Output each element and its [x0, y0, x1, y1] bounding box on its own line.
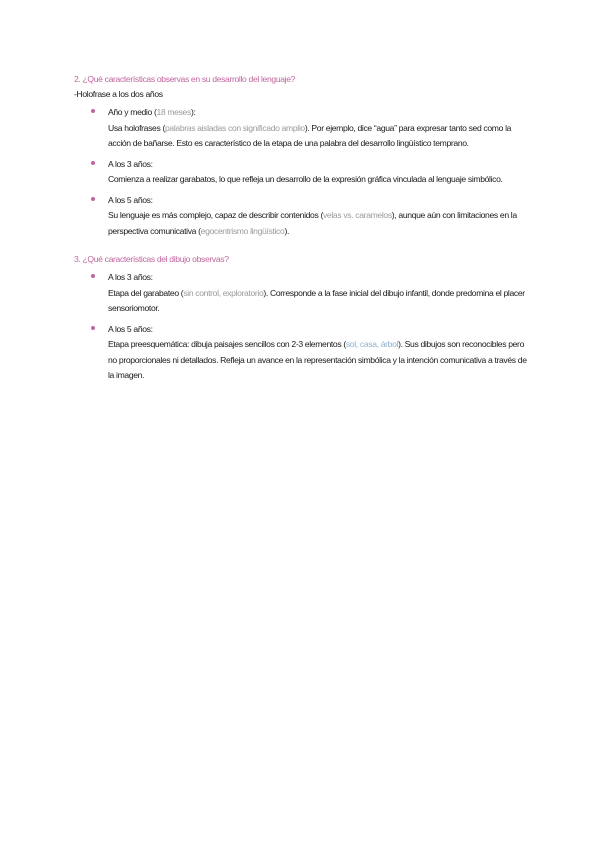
question-2-title: 2. ¿Qué características observas en su desarrollo del lenguaje? — [74, 74, 296, 84]
item-heading: A los 5 años: — [108, 323, 153, 334]
item-heading: A los 3 años: — [108, 272, 153, 282]
question-3-list — [74, 270, 534, 384]
item-note: sin control, exploratorio — [183, 287, 264, 298]
document-content — [74, 73, 534, 389]
question-3-section — [74, 253, 534, 384]
question-2-intro: -Holofrase a los dos años — [74, 89, 163, 99]
item-body: Etapa preesquemática: dibuja paisajes sencillos con 2-3 elementos (sol, casa, árbol). Sus dibujos son reconocibles pero no proporcionales ni detallados. Refleja un avance en la representación simbólica y la intención comunicativa a través de la imagen. — [108, 339, 527, 380]
item-body: Usa holofrases (palabras aisladas con significado amplio). Por ejemplo, dice “agua” para expresar tanto sed como la acción de bañarse. Esto es característico de la etapa de una palabra del desarrollo lingüístico temprano. — [108, 122, 512, 148]
list-item — [74, 270, 534, 317]
item-note: velas vs. caramelos — [322, 210, 392, 220]
list-item — [74, 193, 534, 240]
list-item — [74, 322, 534, 384]
item-heading: Año y medio (18 meses): — [108, 107, 196, 117]
bullet-icon — [91, 109, 95, 113]
item-body: Su lenguaje es más complejo, capaz de describir contenidos (velas vs. caramelos), aunque aún con limitaciones en la perspectiva comunicativa (egocentrismo lingüístico). — [108, 210, 517, 236]
bullet-icon — [91, 274, 95, 278]
question-3-title: 3. ¿Qué características del dibujo observas? — [74, 254, 229, 264]
list-item — [74, 105, 534, 152]
question-2-list — [74, 105, 534, 239]
bullet-icon — [91, 326, 95, 330]
item-heading: A los 3 años: — [108, 158, 153, 169]
bullet-icon — [91, 197, 95, 201]
item-note: sol, casa, árbol — [345, 339, 399, 349]
item-body: Comienza a realizar garabatos, lo que refleja un desarrollo de la expresión gráfica vinculada al lenguaje simbólico. — [108, 174, 503, 184]
item-body: Etapa del garabateo (sin control, exploratorio). Corresponde a la fase inicial del dibujo infantil, donde predomina el placer sensoriomotor. — [108, 287, 525, 313]
item-note: egocentrismo lingüístico — [200, 225, 285, 236]
item-note: 18 meses — [156, 107, 191, 117]
item-note: palabras aisladas con significado amplio — [164, 122, 305, 133]
item-heading: A los 5 años: — [108, 194, 153, 205]
bullet-icon — [91, 161, 95, 165]
list-item — [74, 157, 534, 188]
